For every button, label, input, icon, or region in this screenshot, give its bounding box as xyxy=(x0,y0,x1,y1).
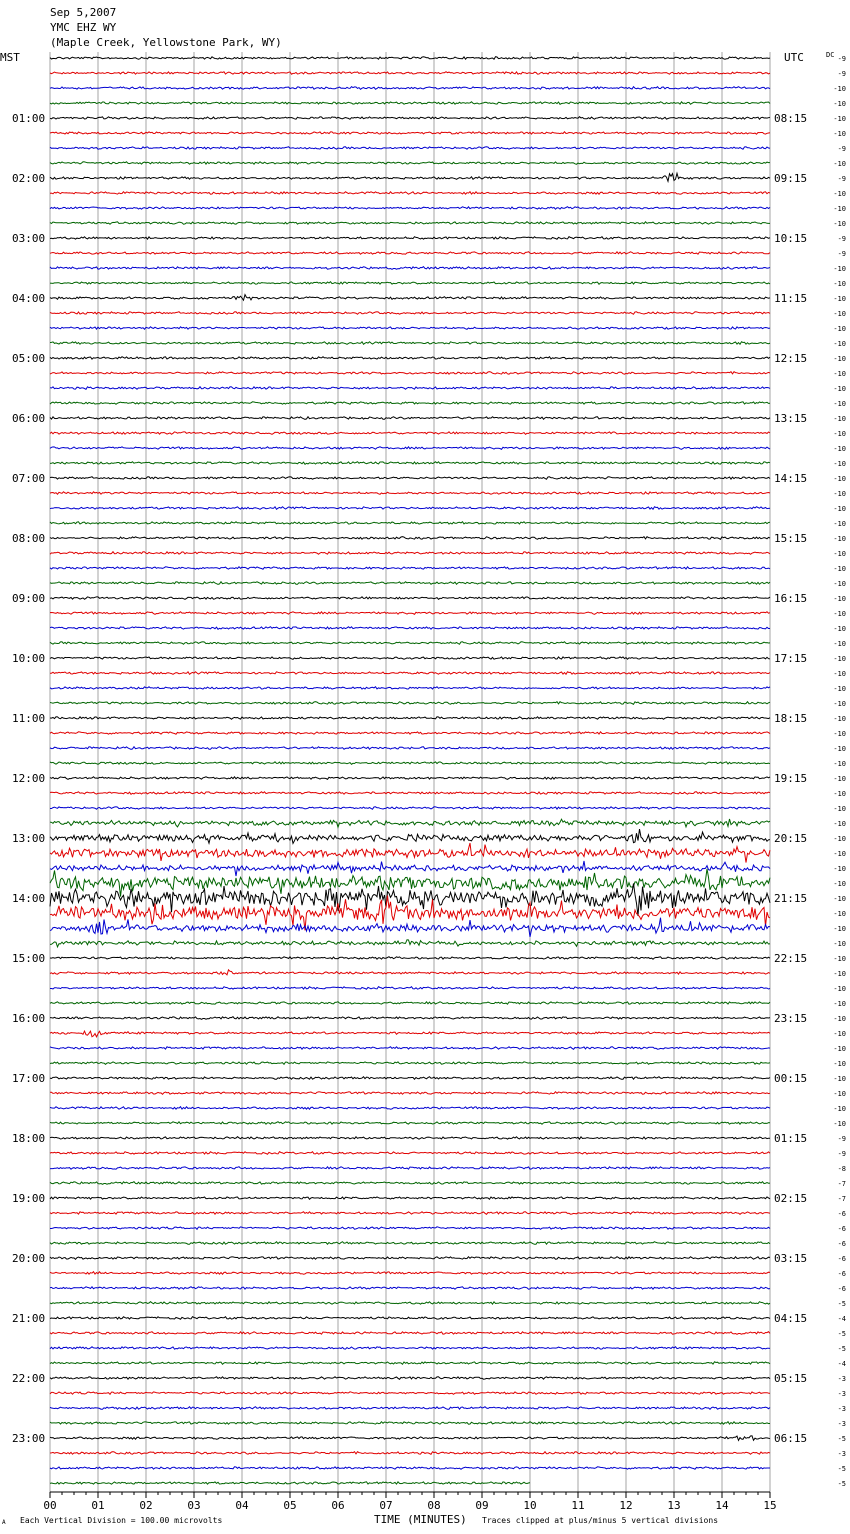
dc-offset-label: -9 xyxy=(837,1150,846,1158)
dc-offset-label: -9 xyxy=(837,145,846,153)
dc-offset-label: -10 xyxy=(833,880,846,888)
dc-offset-label: -10 xyxy=(833,130,846,138)
trace-17 xyxy=(50,312,770,315)
trace-70 xyxy=(50,1107,770,1110)
dc-offset-label: -6 xyxy=(837,1225,846,1233)
dc-offset-label: -3 xyxy=(837,1420,846,1428)
x-tick-label: 04 xyxy=(235,1499,249,1512)
footer-small-mark: A xyxy=(2,1519,6,1526)
dc-offset-label: -10 xyxy=(833,715,846,723)
dc-offset-label: -10 xyxy=(833,850,846,858)
dc-offset-label: -10 xyxy=(833,745,846,753)
mst-hour-label: 11:00 xyxy=(12,712,46,725)
dc-offset-label: -10 xyxy=(833,820,846,828)
dc-offset-label: -7 xyxy=(837,1195,846,1203)
dc-offset-label: -10 xyxy=(833,1015,846,1023)
x-tick-label: 15 xyxy=(763,1499,777,1512)
trace-6 xyxy=(50,147,770,150)
trace-51 xyxy=(50,819,770,827)
dc-offset-label: -10 xyxy=(833,775,846,783)
trace-60 xyxy=(50,957,770,960)
mst-hour-label: 01:00 xyxy=(12,112,46,125)
trace-39 xyxy=(50,642,770,644)
trace-19 xyxy=(50,342,770,345)
dc-offset-label: -3 xyxy=(837,1450,846,1458)
utc-hour-label: 08:15 xyxy=(774,112,808,125)
header-date: Sep 5,2007 xyxy=(50,6,117,19)
header-location: (Maple Creek, Yellowstone Park, WY) xyxy=(50,36,282,49)
utc-hour-label: 14:15 xyxy=(774,472,808,485)
trace-24 xyxy=(50,417,770,420)
trace-82 xyxy=(50,1287,770,1290)
mst-hour-label: 14:00 xyxy=(12,892,46,905)
trace-77 xyxy=(50,1212,770,1215)
utc-hour-label: 13:15 xyxy=(774,412,808,425)
dc-offset-label: -5 xyxy=(837,1480,846,1488)
trace-75 xyxy=(50,1182,770,1185)
dc-offset-label: -3 xyxy=(837,1405,846,1413)
trace-14 xyxy=(50,267,770,270)
dc-offset-label: -10 xyxy=(833,460,846,468)
dc-offset-label: -10 xyxy=(833,700,846,708)
dc-offset-label: -10 xyxy=(833,115,846,123)
trace-13 xyxy=(50,252,770,255)
dc-offset-label: -10 xyxy=(833,955,846,963)
dc-offset-label: -10 xyxy=(833,490,846,498)
trace-4 xyxy=(50,117,770,120)
trace-84 xyxy=(50,1317,770,1320)
dc-offset-label: -10 xyxy=(833,835,846,843)
trace-33 xyxy=(50,552,770,555)
utc-hour-label: 17:15 xyxy=(774,652,808,665)
utc-hour-label: 15:15 xyxy=(774,532,808,545)
dc-offset-label: -10 xyxy=(833,295,846,303)
dc-offset-label: -10 xyxy=(833,985,846,993)
trace-89 xyxy=(50,1392,770,1395)
trace-74 xyxy=(50,1167,770,1170)
dc-label: DC xyxy=(826,51,835,59)
trace-87 xyxy=(50,1362,770,1365)
trace-41 xyxy=(50,672,770,675)
mst-hour-label: 06:00 xyxy=(12,412,46,425)
dc-offset-label: -5 xyxy=(837,1465,846,1473)
mst-hour-label: 05:00 xyxy=(12,352,46,365)
trace-67 xyxy=(50,1062,770,1065)
right-timezone-label: UTC xyxy=(784,51,804,64)
dc-offset-label: -10 xyxy=(833,565,846,573)
dc-offset-label: -10 xyxy=(833,1075,846,1083)
dc-offset-label: -10 xyxy=(833,85,846,93)
dc-offset-label: -10 xyxy=(833,625,846,633)
trace-62 xyxy=(50,987,770,990)
trace-86 xyxy=(50,1347,770,1349)
x-axis-title: TIME (MINUTES) xyxy=(374,1513,467,1526)
trace-92 xyxy=(50,1436,770,1441)
dc-offset-label: -10 xyxy=(833,1105,846,1113)
dc-offset-label: -10 xyxy=(833,940,846,948)
x-tick-label: 14 xyxy=(715,1499,729,1512)
footer-scale-note: Each Vertical Division = 100.00 microvolts xyxy=(20,1516,223,1525)
trace-27 xyxy=(50,462,770,465)
trace-25 xyxy=(50,432,770,435)
utc-hour-label: 10:15 xyxy=(774,232,808,245)
dc-offset-label: -10 xyxy=(833,400,846,408)
dc-offset-labels xyxy=(833,55,846,1488)
dc-offset-label: -6 xyxy=(837,1270,846,1278)
footer-clip-note: Traces clipped at plus/minus 5 vertical divisions xyxy=(482,1516,719,1525)
utc-hour-label: 09:15 xyxy=(774,172,808,185)
dc-offset-label: -9 xyxy=(837,1135,846,1143)
dc-offset-label: -10 xyxy=(833,805,846,813)
trace-68 xyxy=(50,1077,770,1080)
dc-offset-label: -10 xyxy=(833,100,846,108)
dc-offset-label: -10 xyxy=(833,280,846,288)
seismic-traces xyxy=(50,57,770,1485)
dc-offset-label: -10 xyxy=(833,670,846,678)
x-tick-label: 12 xyxy=(619,1499,633,1512)
trace-90 xyxy=(50,1407,770,1410)
dc-offset-label: -9 xyxy=(837,70,846,78)
trace-15 xyxy=(50,282,770,285)
trace-83 xyxy=(50,1302,770,1305)
x-tick-label: 09 xyxy=(475,1499,489,1512)
trace-23 xyxy=(50,402,770,405)
dc-offset-label: -10 xyxy=(833,925,846,933)
mst-hour-label: 08:00 xyxy=(12,532,46,545)
dc-offset-label: -9 xyxy=(837,175,846,183)
trace-11 xyxy=(50,222,770,225)
dc-offset-label: -10 xyxy=(833,205,846,213)
trace-29 xyxy=(50,492,770,495)
dc-offset-label: -9 xyxy=(837,235,846,243)
trace-63 xyxy=(50,1002,770,1005)
dc-offset-label: -10 xyxy=(833,790,846,798)
trace-10 xyxy=(50,207,770,210)
dc-offset-label: -10 xyxy=(833,475,846,483)
trace-61 xyxy=(50,970,770,975)
dc-offset-label: -10 xyxy=(833,220,846,228)
trace-79 xyxy=(50,1242,770,1245)
dc-offset-label: -10 xyxy=(833,730,846,738)
dc-offset-label: -10 xyxy=(833,160,846,168)
utc-hour-label: 04:15 xyxy=(774,1312,808,1325)
trace-85 xyxy=(50,1332,770,1335)
dc-offset-label: -10 xyxy=(833,310,846,318)
dc-offset-label: -10 xyxy=(833,505,846,513)
trace-35 xyxy=(50,582,770,585)
trace-37 xyxy=(50,612,770,615)
dc-offset-label: -10 xyxy=(833,595,846,603)
utc-hour-label: 00:15 xyxy=(774,1072,808,1085)
dc-offset-label: -10 xyxy=(833,1060,846,1068)
x-tick-label: 07 xyxy=(379,1499,393,1512)
utc-hour-label: 19:15 xyxy=(774,772,808,785)
trace-93 xyxy=(50,1452,770,1455)
dc-offset-label: -6 xyxy=(837,1210,846,1218)
trace-48 xyxy=(50,777,770,780)
utc-hour-label: 02:15 xyxy=(774,1192,808,1205)
dc-offset-label: -10 xyxy=(833,520,846,528)
mst-hour-label: 18:00 xyxy=(12,1132,46,1145)
trace-76 xyxy=(50,1197,770,1200)
mst-hour-label: 09:00 xyxy=(12,592,46,605)
dc-offset-label: -10 xyxy=(833,370,846,378)
x-tick-label: 05 xyxy=(283,1499,297,1512)
x-axis xyxy=(43,1492,776,1512)
dc-offset-label: -5 xyxy=(837,1435,846,1443)
utc-hour-label: 05:15 xyxy=(774,1372,808,1385)
trace-58 xyxy=(50,918,770,937)
trace-43 xyxy=(50,702,770,705)
dc-offset-label: -5 xyxy=(837,1330,846,1338)
trace-59 xyxy=(50,940,770,947)
dc-offset-label: -10 xyxy=(833,550,846,558)
mst-hour-label: 15:00 xyxy=(12,952,46,965)
trace-49 xyxy=(50,792,770,795)
trace-34 xyxy=(50,567,770,570)
dc-offset-label: -10 xyxy=(833,1090,846,1098)
dc-offset-label: -4 xyxy=(837,1315,846,1323)
utc-hour-label: 23:15 xyxy=(774,1012,808,1025)
dc-offset-label: -10 xyxy=(833,265,846,273)
dc-offset-label: -10 xyxy=(833,1045,846,1053)
header-station: YMC EHZ WY xyxy=(50,21,117,34)
mst-hour-label: 04:00 xyxy=(12,292,46,305)
utc-hour-label: 21:15 xyxy=(774,892,808,905)
mst-hour-label: 21:00 xyxy=(12,1312,46,1325)
trace-73 xyxy=(50,1152,770,1155)
trace-7 xyxy=(50,162,770,165)
x-tick-label: 11 xyxy=(571,1499,585,1512)
utc-hour-label: 12:15 xyxy=(774,352,808,365)
x-tick-label: 00 xyxy=(43,1499,57,1512)
dc-offset-label: -10 xyxy=(833,535,846,543)
trace-16 xyxy=(50,295,770,301)
dc-offset-label: -10 xyxy=(833,385,846,393)
dc-offset-label: -10 xyxy=(833,760,846,768)
trace-64 xyxy=(50,1017,770,1020)
dc-offset-label: -4 xyxy=(837,1360,846,1368)
dc-offset-label: -10 xyxy=(833,655,846,663)
utc-hour-label: 16:15 xyxy=(774,592,808,605)
dc-offset-label: -9 xyxy=(837,55,846,63)
trace-8 xyxy=(50,173,770,181)
trace-5 xyxy=(50,132,770,134)
dc-offset-label: -10 xyxy=(833,895,846,903)
trace-36 xyxy=(50,597,770,600)
utc-hour-label: 22:15 xyxy=(774,952,808,965)
left-timezone-label: MST xyxy=(0,51,20,64)
utc-hour-label: 20:15 xyxy=(774,832,808,845)
x-tick-label: 03 xyxy=(187,1499,201,1512)
trace-66 xyxy=(50,1047,770,1050)
mst-hour-label: 13:00 xyxy=(12,832,46,845)
utc-hour-label: 18:15 xyxy=(774,712,808,725)
dc-offset-label: -10 xyxy=(833,1120,846,1128)
trace-46 xyxy=(50,747,770,750)
dc-offset-label: -5 xyxy=(837,1300,846,1308)
mst-hour-label: 19:00 xyxy=(12,1192,46,1205)
trace-81 xyxy=(50,1272,770,1275)
mst-hour-label: 17:00 xyxy=(12,1072,46,1085)
trace-78 xyxy=(50,1227,770,1230)
dc-offset-label: -10 xyxy=(833,325,846,333)
trace-69 xyxy=(50,1092,770,1095)
mst-hour-labels xyxy=(12,112,45,1445)
mst-hour-label: 16:00 xyxy=(12,1012,46,1025)
dc-offset-label: -10 xyxy=(833,355,846,363)
trace-91 xyxy=(50,1422,770,1425)
dc-offset-label: -10 xyxy=(833,910,846,918)
dc-offset-label: -10 xyxy=(833,640,846,648)
dc-offset-label: -6 xyxy=(837,1255,846,1263)
mst-hour-label: 02:00 xyxy=(12,172,46,185)
utc-hour-label: 11:15 xyxy=(774,292,808,305)
trace-42 xyxy=(50,687,770,689)
trace-65 xyxy=(50,1031,770,1037)
mst-hour-label: 22:00 xyxy=(12,1372,46,1385)
dc-offset-label: -10 xyxy=(833,865,846,873)
x-tick-label: 02 xyxy=(139,1499,153,1512)
trace-53 xyxy=(50,843,770,863)
trace-38 xyxy=(50,627,770,630)
mst-hour-label: 12:00 xyxy=(12,772,46,785)
x-tick-label: 08 xyxy=(427,1499,441,1512)
dc-offset-label: -10 xyxy=(833,1030,846,1038)
dc-offset-label: -8 xyxy=(837,1165,846,1173)
trace-54 xyxy=(50,861,770,876)
utc-hour-label: 06:15 xyxy=(774,1432,808,1445)
trace-2 xyxy=(50,87,770,90)
mst-hour-label: 20:00 xyxy=(12,1252,46,1265)
dc-offset-label: -5 xyxy=(837,1345,846,1353)
dc-offset-label: -3 xyxy=(837,1390,846,1398)
trace-0 xyxy=(50,57,770,60)
trace-44 xyxy=(50,717,770,720)
trace-18 xyxy=(50,327,770,330)
trace-3 xyxy=(50,102,770,105)
trace-88 xyxy=(50,1377,770,1380)
trace-72 xyxy=(50,1137,770,1140)
trace-22 xyxy=(50,387,770,390)
mst-hour-label: 07:00 xyxy=(12,472,46,485)
dc-offset-label: -6 xyxy=(837,1285,846,1293)
trace-20 xyxy=(50,357,770,359)
trace-52 xyxy=(50,829,770,843)
dc-offset-label: -9 xyxy=(837,250,846,258)
utc-hour-label: 03:15 xyxy=(774,1252,808,1265)
trace-45 xyxy=(50,732,770,735)
dc-offset-label: -10 xyxy=(833,970,846,978)
trace-28 xyxy=(50,477,770,480)
dc-offset-label: -10 xyxy=(833,415,846,423)
trace-80 xyxy=(50,1257,770,1260)
trace-40 xyxy=(50,657,770,659)
dc-offset-label: -10 xyxy=(833,580,846,588)
dc-offset-label: -7 xyxy=(837,1180,846,1188)
dc-offset-label: -10 xyxy=(833,1000,846,1008)
trace-30 xyxy=(50,507,770,510)
mst-hour-label: 23:00 xyxy=(12,1432,46,1445)
x-tick-label: 06 xyxy=(331,1499,345,1512)
dc-offset-label: -10 xyxy=(833,340,846,348)
mst-hour-label: 03:00 xyxy=(12,232,46,245)
trace-12 xyxy=(50,237,770,240)
trace-31 xyxy=(50,522,770,524)
trace-1 xyxy=(50,72,770,75)
dc-offset-label: -10 xyxy=(833,430,846,438)
trace-94 xyxy=(50,1467,770,1470)
utc-hour-label: 01:15 xyxy=(774,1132,808,1145)
trace-21 xyxy=(50,372,770,375)
mst-hour-label: 10:00 xyxy=(12,652,46,665)
x-tick-label: 10 xyxy=(523,1499,537,1512)
utc-hour-labels xyxy=(774,112,807,1445)
dc-offset-label: -6 xyxy=(837,1240,846,1248)
dc-offset-label: -10 xyxy=(833,610,846,618)
trace-47 xyxy=(50,762,770,765)
dc-offset-label: -10 xyxy=(833,685,846,693)
x-tick-label: 01 xyxy=(91,1499,105,1512)
trace-71 xyxy=(50,1122,770,1125)
trace-50 xyxy=(50,807,770,809)
dc-offset-label: -10 xyxy=(833,190,846,198)
dc-offset-label: -10 xyxy=(833,445,846,453)
trace-26 xyxy=(50,447,770,450)
trace-9 xyxy=(50,192,770,195)
dc-offset-label: -3 xyxy=(837,1375,846,1383)
trace-32 xyxy=(50,537,770,540)
x-tick-label: 13 xyxy=(667,1499,681,1512)
